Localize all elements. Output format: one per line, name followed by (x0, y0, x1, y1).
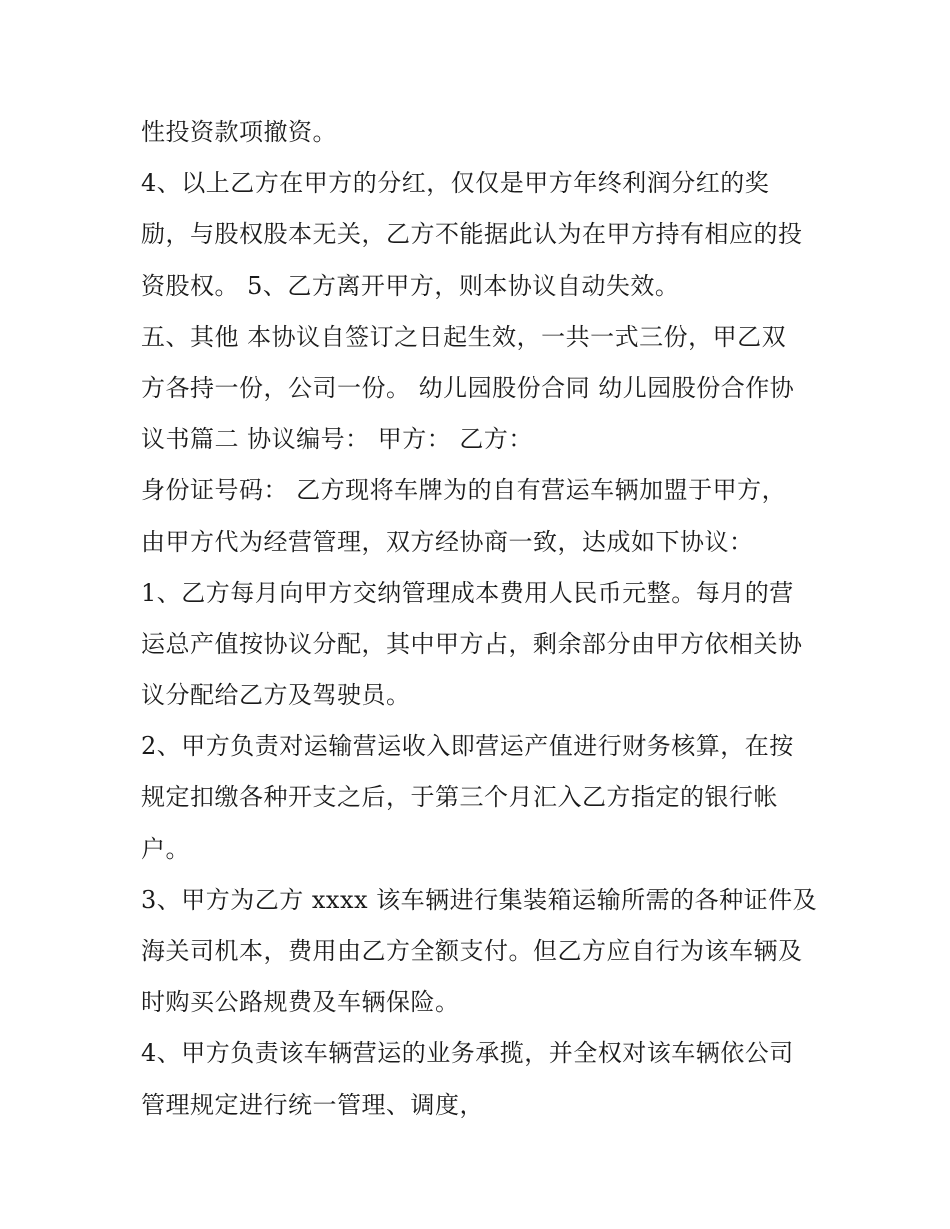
text-line: 管理规定进行统一管理、调度， (141, 1090, 484, 1119)
text-line: 议分配给乙方及驾驶员。 (141, 681, 411, 710)
text-line: 方各持一份，公司一份。 幼儿园股份合同 幼儿园股份合作协 (141, 373, 795, 402)
text-line: 资股权。 5、乙方离开甲方，则本协议自动失效。 (141, 271, 680, 300)
text-line: 3、甲方为乙方 xxxx 该车辆进行集装箱运输所需的各种证件及 (141, 885, 818, 914)
text-line: 户。 (141, 834, 190, 863)
text-line: 性投资款项撤资。 (141, 118, 337, 146)
text-line: 议书篇二 协议编号： 甲方： 乙方： (141, 425, 533, 454)
text-line: 规定扣缴各种开支之后，于第三个月汇入乙方指定的银行帐 (141, 783, 778, 812)
document-body (141, 107, 831, 1131)
text-line: 海关司机本，费用由乙方全额支付。但乙方应自行为该车辆及 (141, 937, 803, 965)
text-line: 1、乙方每月向甲方交纳管理成本费用人民币元整。每月的营 (141, 578, 794, 607)
text-line: 2、甲方负责对运输营运收入即营运产值进行财务核算，在按 (141, 732, 794, 761)
text-line: 4、甲方负责该车辆营运的业务承揽，并全权对该车辆依公司 (141, 1039, 794, 1068)
text-line: 4、以上乙方在甲方的分红，仅仅是甲方年终利润分红的奖 (141, 169, 770, 198)
text-line: 运总产值按协议分配，其中甲方占，剩余部分由甲方依相关协 (141, 629, 803, 658)
text-line: 时购买公路规费及车辆保险。 (141, 988, 460, 1017)
text-line: 五、其他 本协议自签订之日起生效，一共一式三份，甲乙双 (141, 322, 787, 351)
text-line: 励，与股权股本无关，乙方不能据此认为在甲方持有相应的投 (141, 220, 803, 249)
text-line: 由甲方代为经营管理，双方经协商一致，达成如下协议： (141, 527, 754, 556)
text-line: 身份证号码： 乙方现将车牌为的自有营运车辆加盟于甲方， (141, 476, 787, 505)
